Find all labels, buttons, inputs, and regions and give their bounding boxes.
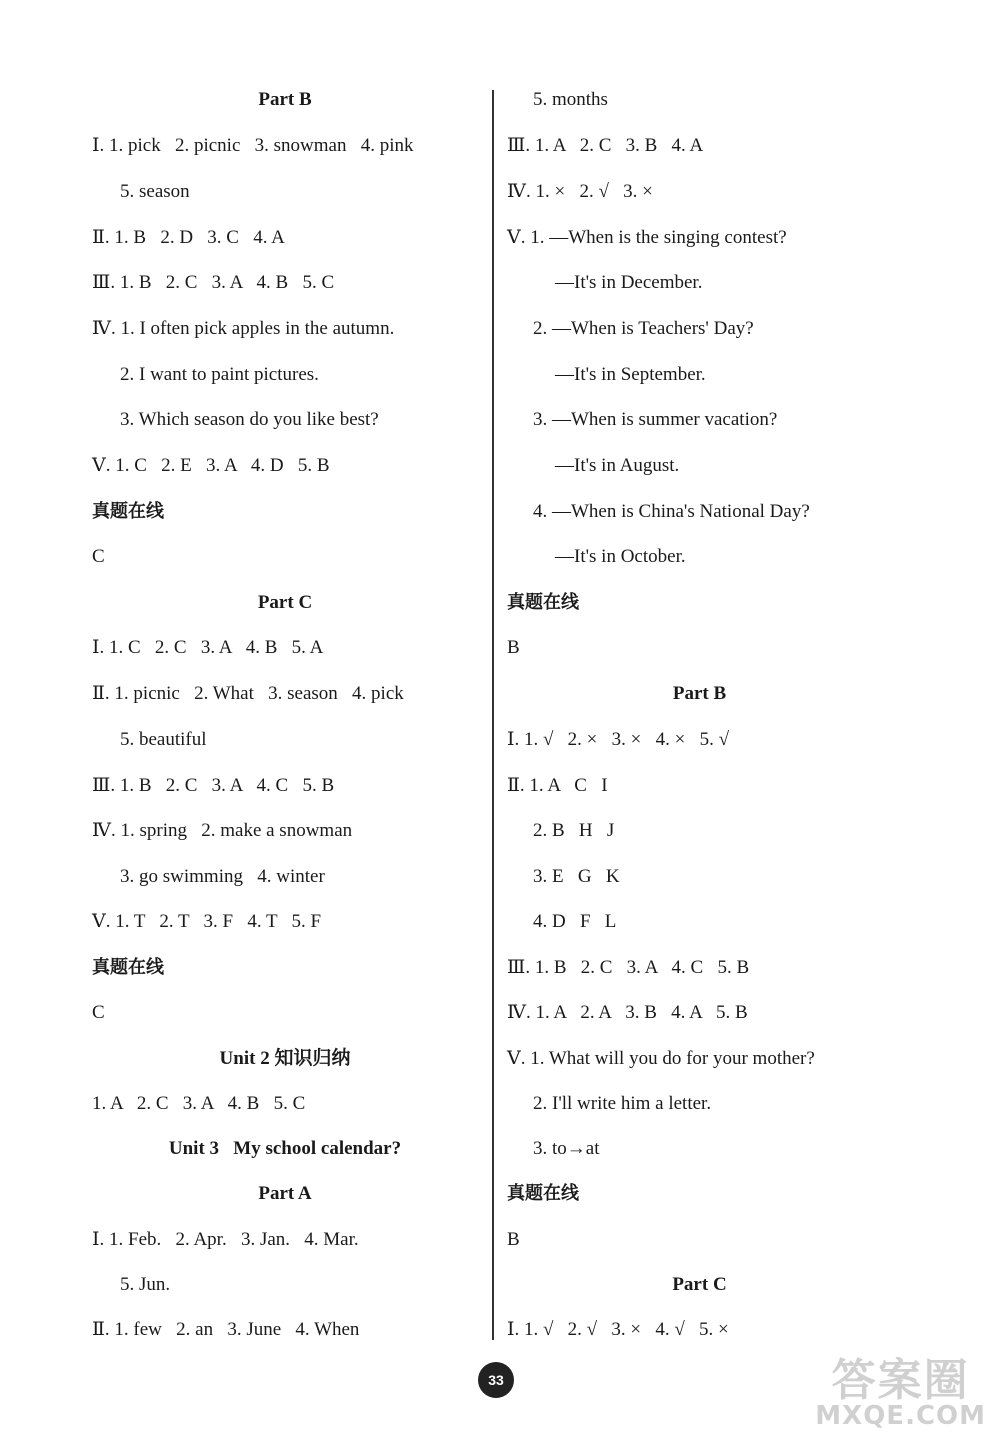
answer-line: Ⅰ. 1. Feb. 2. Apr. 3. Jan. 4. Mar. <box>92 1229 359 1250</box>
answer-line: Ⅰ. 1. C 2. C 3. A 4. B 5. A <box>92 637 324 658</box>
unit-heading: Unit 2 知识归纳 <box>219 1048 351 1069</box>
section-heading: Part B <box>258 89 312 110</box>
answer-line: Ⅴ. 1. What will you do for your mother? <box>507 1048 815 1069</box>
answer-line: B <box>507 1229 520 1250</box>
answer-line: —It's in September. <box>555 364 706 385</box>
answer-line: Ⅴ. 1. —When is the singing contest? <box>507 227 787 248</box>
answer-line: 2. I'll write him a letter. <box>533 1093 712 1114</box>
answer-line: 3. Which season do you like best? <box>120 409 379 430</box>
answer-line: 2. —When is Teachers' Day? <box>533 318 754 339</box>
answer-line: 3. —When is summer vacation? <box>533 409 778 430</box>
answer-line: 4. —When is China's National Day? <box>533 501 810 522</box>
watermark-logo-text: 答案圈 <box>831 1355 970 1406</box>
exam-questions-heading: 真题在线 <box>507 592 579 613</box>
answer-line: Ⅲ. 1. A 2. C 3. B 4. A <box>507 135 704 156</box>
answer-line: Ⅲ. 1. B 2. C 3. A 4. C 5. B <box>507 957 750 978</box>
answer-line: Ⅰ. 1. √ 2. √ 3. × 4. √ 5. × <box>507 1319 729 1340</box>
answer-line: 2. B H J <box>533 820 615 841</box>
answer-line: B <box>507 637 520 658</box>
answer-line: 2. I want to paint pictures. <box>120 364 319 385</box>
answer-line: Ⅳ. 1. A 2. A 3. B 4. A 5. B <box>507 1002 748 1023</box>
answer-line: Ⅱ. 1. few 2. an 3. June 4. When <box>92 1319 360 1340</box>
answer-line: Ⅴ. 1. T 2. T 3. F 4. T 5. F <box>92 911 322 932</box>
section-heading: Part B <box>672 683 727 704</box>
answer-line: 3. go swimming 4. winter <box>120 866 325 887</box>
answer-line: 3. to→at <box>533 1138 600 1159</box>
exam-questions-heading: 真题在线 <box>92 501 164 522</box>
answer-line: Ⅴ. 1. C 2. E 3. A 4. D 5. B <box>92 455 330 476</box>
watermark-url: MXQE.COM <box>815 1401 986 1431</box>
answer-line: —It's in August. <box>555 455 680 476</box>
site-watermark <box>815 1355 986 1431</box>
answer-line: 1. A 2. C 3. A 4. B 5. C <box>92 1093 306 1114</box>
answer-line: 4. D F L <box>533 911 617 932</box>
answer-line: Ⅲ. 1. B 2. C 3. A 4. C 5. B <box>92 775 335 796</box>
answer-line: —It's in December. <box>555 272 703 293</box>
answer-line: —It's in October. <box>555 546 686 567</box>
answer-line: Ⅳ. 1. × 2. √ 3. × <box>507 181 653 202</box>
section-heading: Part C <box>257 592 313 613</box>
answer-line: Ⅱ. 1. B 2. D 3. C 4. A <box>92 227 285 248</box>
answer-line: Ⅲ. 1. B 2. C 3. A 4. B 5. C <box>92 272 335 293</box>
answer-line: Ⅳ. 1. I often pick apples in the autumn. <box>92 318 395 339</box>
answer-line: Ⅳ. 1. spring 2. make a snowman <box>92 820 353 841</box>
answer-line: 5. season <box>120 181 190 202</box>
exam-questions-heading: 真题在线 <box>507 1183 579 1204</box>
answer-line: Ⅱ. 1. picnic 2. What 3. season 4. pick <box>92 683 404 704</box>
answer-line: Ⅱ. 1. A C I <box>507 775 608 796</box>
exam-questions-heading: 真题在线 <box>92 957 164 978</box>
answer-line: C <box>92 1002 105 1023</box>
answer-line: Ⅰ. 1. √ 2. × 3. × 4. × 5. √ <box>507 729 730 750</box>
answer-line: 3. E G K <box>533 866 620 887</box>
answer-line: 5. beautiful <box>120 729 207 750</box>
section-heading: Part C <box>672 1274 727 1295</box>
answer-line: 5. Jun. <box>120 1274 171 1295</box>
answer-line: C <box>92 546 105 567</box>
answer-line: Ⅰ. 1. pick 2. picnic 3. snowman 4. pink <box>92 135 414 156</box>
answer-line: 5. months <box>533 89 608 110</box>
unit-heading: Unit 3 My school calendar? <box>168 1138 402 1159</box>
column-divider <box>492 90 494 1340</box>
page-number: 33 <box>478 1362 514 1398</box>
section-heading: Part A <box>258 1183 312 1204</box>
